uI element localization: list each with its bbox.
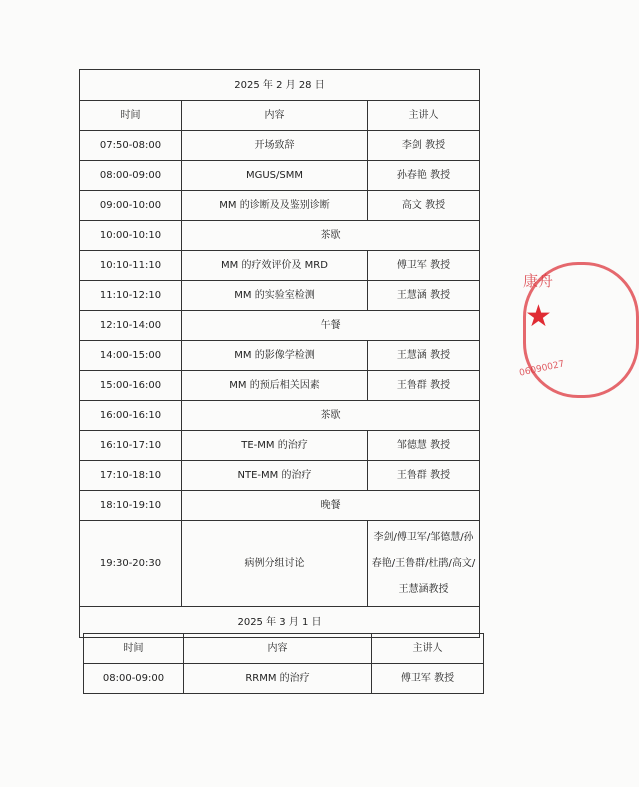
- row-break-label: 茶歇: [182, 221, 480, 251]
- date-heading: 2025 年 2 月 28 日: [80, 70, 480, 101]
- header-time: 时间: [80, 101, 182, 131]
- row-time: 10:10-11:10: [80, 251, 182, 281]
- schedule-table-day2: [83, 633, 484, 694]
- row-content: 病例分组讨论: [182, 521, 368, 607]
- row-content: MGUS/SMM: [182, 161, 368, 191]
- table-row: [80, 371, 480, 401]
- row-content: RRMM 的治疗: [184, 664, 372, 694]
- row-content: MM 的实验室检测: [182, 281, 368, 311]
- row-speaker: 傅卫军 教授: [372, 664, 484, 694]
- row-speaker: 王鲁群 教授: [368, 371, 480, 401]
- row-time: 11:10-12:10: [80, 281, 182, 311]
- seal-number: 06090027: [518, 359, 566, 379]
- row-content: TE-MM 的治疗: [182, 431, 368, 461]
- table-row-break: [80, 401, 480, 431]
- row-time: 16:00-16:10: [80, 401, 182, 431]
- row-time: 08:00-09:00: [80, 161, 182, 191]
- table-row: [80, 281, 480, 311]
- row-break-label: 晚餐: [182, 491, 480, 521]
- row-time: 19:30-20:30: [80, 521, 182, 607]
- table-row: [84, 664, 484, 694]
- row-speaker: 王慧涵 教授: [368, 281, 480, 311]
- row-content: MM 的诊断及及鉴别诊断: [182, 191, 368, 221]
- table-row: [80, 431, 480, 461]
- row-time: 18:10-19:10: [80, 491, 182, 521]
- schedule-table-day1: [79, 69, 480, 638]
- row-time: 17:10-18:10: [80, 461, 182, 491]
- row-time: 08:00-09:00: [84, 664, 184, 694]
- date-heading: 2025 年 3 月 1 日: [80, 607, 480, 638]
- row-time: 10:00-10:10: [80, 221, 182, 251]
- row-time: 12:10-14:00: [80, 311, 182, 341]
- table-row-break: [80, 491, 480, 521]
- header-content: 内容: [184, 634, 372, 664]
- row-speaker: 高文 教授: [368, 191, 480, 221]
- row-time: 14:00-15:00: [80, 341, 182, 371]
- row-speaker: 李剑 教授: [368, 131, 480, 161]
- table-row-break: [80, 221, 480, 251]
- row-speaker: 王慧涵 教授: [368, 341, 480, 371]
- star-icon: ★: [525, 299, 552, 334]
- row-speaker: 邹德慧 教授: [368, 431, 480, 461]
- row-break-label: 茶歇: [182, 401, 480, 431]
- row-speaker: 王鲁群 教授: [368, 461, 480, 491]
- row-content: MM 的预后相关因素: [182, 371, 368, 401]
- header-content: 内容: [182, 101, 368, 131]
- table-row: [80, 251, 480, 281]
- header-time: 时间: [84, 634, 184, 664]
- table-row: [80, 161, 480, 191]
- row-speaker: 李剑/傅卫军/邹德慧/孙春艳/王鲁群/杜鹃/高文/王慧涵教授: [368, 521, 480, 607]
- official-seal-stamp: [517, 262, 566, 392]
- header-speaker: 主讲人: [368, 101, 480, 131]
- row-time: 16:10-17:10: [80, 431, 182, 461]
- row-time: 09:00-10:00: [80, 191, 182, 221]
- row-break-label: 午餐: [182, 311, 480, 341]
- table-row: [80, 191, 480, 221]
- table-row: [80, 461, 480, 491]
- table-row-break: [80, 311, 480, 341]
- row-speaker: 傅卫军 教授: [368, 251, 480, 281]
- row-time: 07:50-08:00: [80, 131, 182, 161]
- row-content: 开场致辞: [182, 131, 368, 161]
- row-content: NTE-MM 的治疗: [182, 461, 368, 491]
- header-speaker: 主讲人: [372, 634, 484, 664]
- row-content: MM 的疗效评价及 MRD: [182, 251, 368, 281]
- row-time: 15:00-16:00: [80, 371, 182, 401]
- table-row: [80, 521, 480, 607]
- table-row: [80, 341, 480, 371]
- row-speaker: 孙春艳 教授: [368, 161, 480, 191]
- row-content: MM 的影像学检测: [182, 341, 368, 371]
- table-row: [80, 131, 480, 161]
- seal-text: 康舟: [523, 272, 554, 290]
